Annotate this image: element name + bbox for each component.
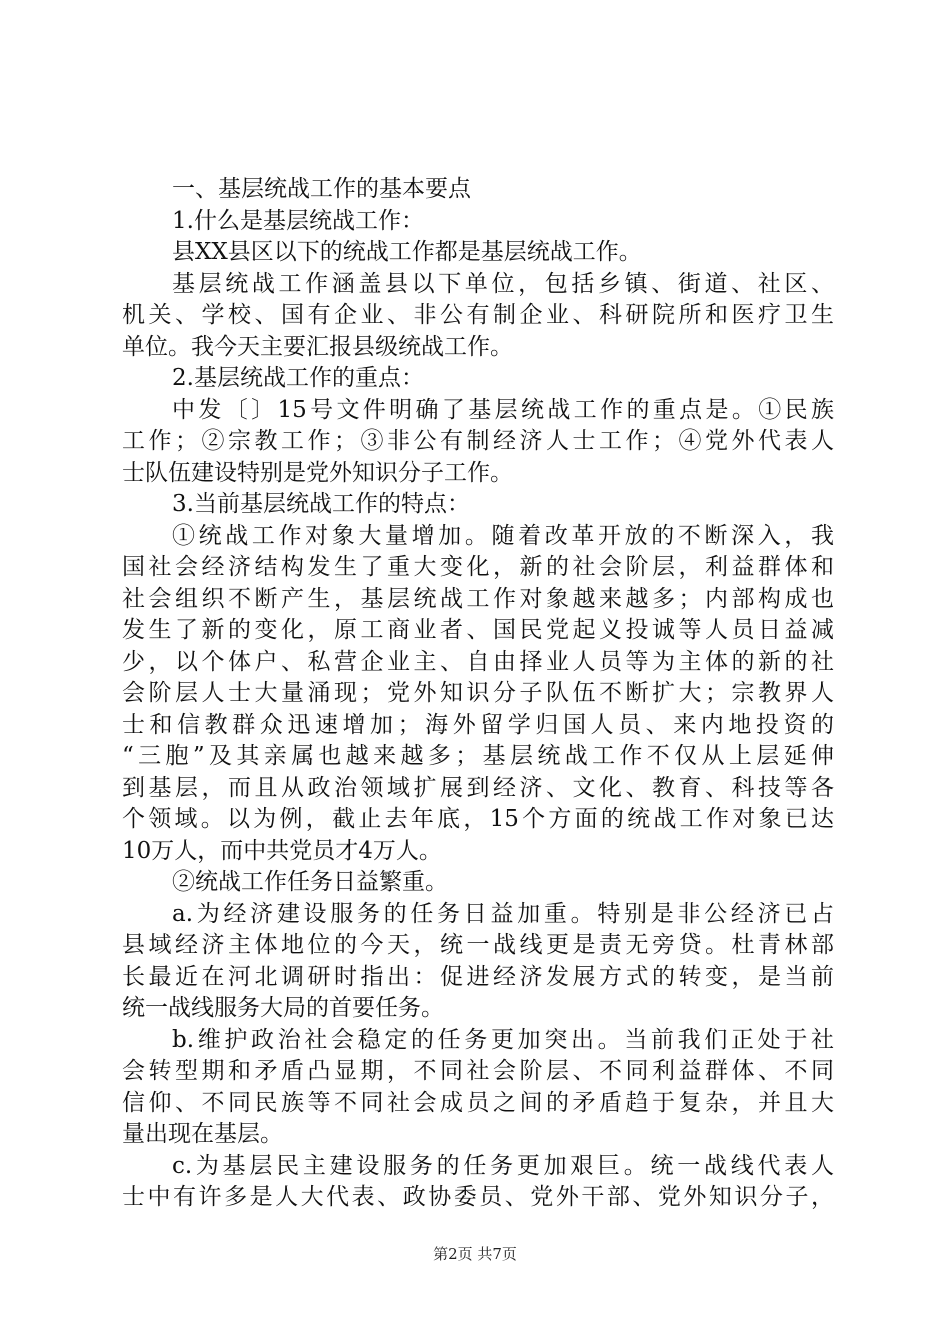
text-line: “三胞”及其亲属也越来越多；基层统战工作不仅从上层延伸 bbox=[122, 743, 834, 769]
text-line: 到基层，而且从政治领域扩展到经济、文化、教育、科技等各 bbox=[122, 774, 834, 801]
text-line: 士队伍建设特别是党外知识分子工作。 bbox=[122, 459, 513, 486]
text-line: 2.基层统战工作的重点： bbox=[172, 365, 424, 391]
text-line: 工作；②宗教工作；③非公有制经济人士工作；④党外代表人 bbox=[122, 428, 834, 454]
text-line: 县XX县区以下的统战工作都是基层统战工作。 bbox=[172, 239, 642, 265]
text-line: 个领域。以为例，截止去年底，15个方面的统战工作对象已达 bbox=[122, 806, 834, 832]
text-line: 一、基层统战工作的基本要点 bbox=[172, 176, 471, 202]
text-line: 士和信教群众迅速增加；海外留学归国人员、来内地投资的 bbox=[122, 711, 834, 738]
text-line: ①统战工作对象大量增加。随着改革开放的不断深入，我 bbox=[172, 522, 834, 549]
text-line: 社会组织不断产生，基层统战工作对象越来越多；内部构成也 bbox=[122, 585, 834, 612]
text-line: 会阶层人士大量涌现；党外知识分子队伍不断扩大；宗教界人 bbox=[122, 680, 834, 706]
text-line: 机关、学校、国有企业、非公有制企业、科研院所和医疗卫生 bbox=[122, 302, 834, 328]
text-line: 士中有许多是人大代表、政协委员、党外干部、党外知识分子， bbox=[122, 1184, 834, 1210]
text-line: c.为基层民主建设服务的任务更加艰巨。统一战线代表人 bbox=[172, 1152, 834, 1179]
text-line: 量出现在基层。 bbox=[122, 1121, 283, 1147]
page-footer: 第2页 共7页 bbox=[433, 1245, 517, 1263]
text-line: 国社会经济结构发生了重大变化，新的社会阶层，利益群体和 bbox=[122, 554, 834, 580]
text-line: 单位。我今天主要汇报县级统战工作。 bbox=[122, 333, 513, 360]
text-line: 10万人，而中共党员才4万人。 bbox=[122, 837, 442, 864]
text-line: a.为经济建设服务的任务日益加重。特别是非公经济已占 bbox=[172, 900, 834, 927]
text-line: 基层统战工作涵盖县以下单位，包括乡镇、街道、社区、 bbox=[172, 270, 834, 297]
text-line: 信仰、不同民族等不同社会成员之间的矛盾趋于复杂，并且大 bbox=[122, 1089, 834, 1116]
text-line: 长最近在河北调研时指出：促进经济发展方式的转变，是当前 bbox=[122, 963, 834, 990]
text-line: 统一战线服务大局的首要任务。 bbox=[122, 995, 444, 1021]
text-line: 少，以个体户、私营企业主、自由择业人员等为主体的新的社 bbox=[122, 648, 834, 675]
text-line: b.维护政治社会稳定的任务更加突出。当前我们正处于社 bbox=[172, 1026, 834, 1053]
text-line: 中发〔〕15号文件明确了基层统战工作的重点是。①民族 bbox=[172, 396, 834, 423]
text-line: 会转型期和矛盾凸显期，不同社会阶层、不同利益群体、不同 bbox=[122, 1058, 834, 1084]
document-body bbox=[122, 174, 834, 1214]
text-line: 发生了新的变化，原工商业者、国民党起义投诚等人员日益减 bbox=[122, 617, 834, 643]
text-line: 1.什么是基层统战工作： bbox=[172, 207, 424, 234]
text-line: 县域经济主体地位的今天，统一战线更是责无旁贷。杜青林部 bbox=[122, 932, 834, 958]
text-line: 3.当前基层统战工作的特点： bbox=[172, 491, 470, 517]
text-line: ②统战工作任务日益繁重。 bbox=[172, 869, 448, 895]
